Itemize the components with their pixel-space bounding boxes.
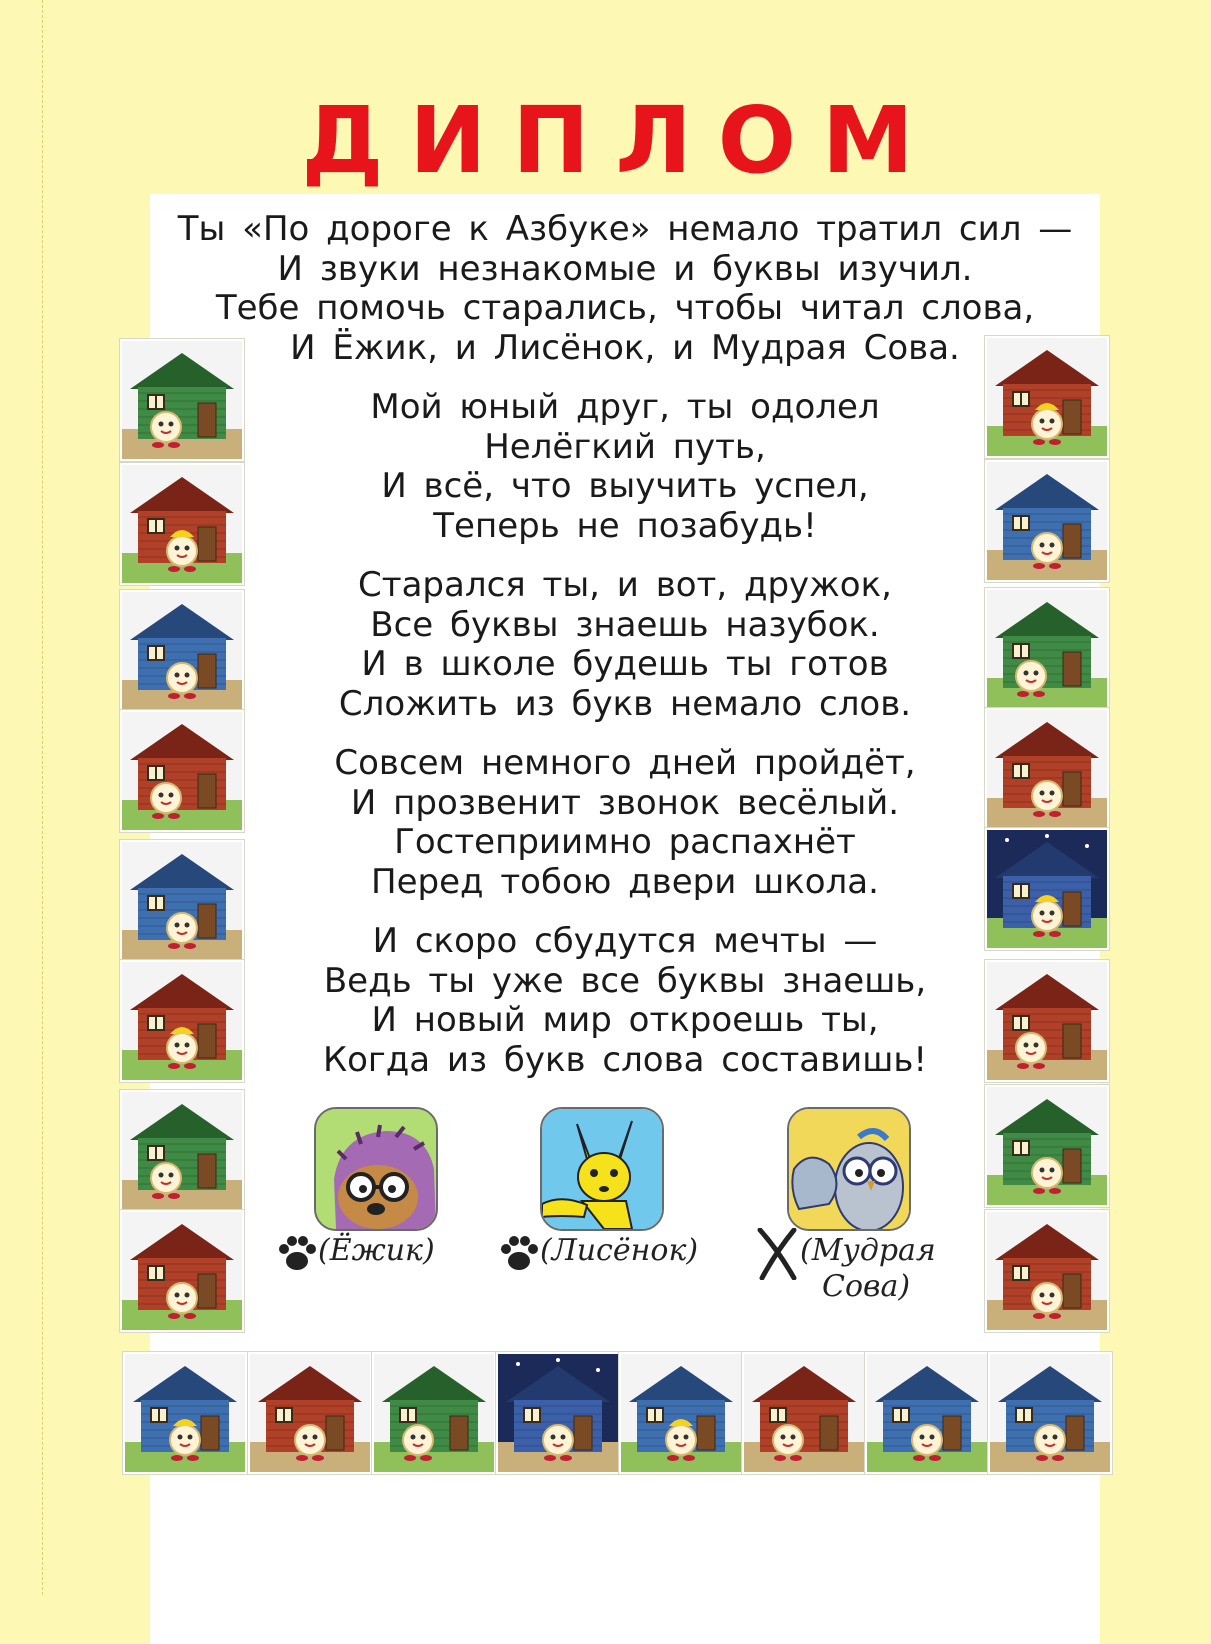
poem-line: Все буквы знаешь назубок. [370, 604, 880, 645]
house-tile-right [985, 1085, 1109, 1207]
house-tile-bottom [619, 1352, 743, 1474]
house-tile-icon [498, 1354, 618, 1472]
poem-line: И новый мир откроешь ты, [371, 1000, 879, 1040]
house-tile-icon [990, 1354, 1110, 1472]
poem-line: Когда из букв слова составишь! [322, 1039, 928, 1080]
poem-line: Перед тобою двери школа. [371, 861, 879, 902]
poem-line: Мой юный друг, ты одолел [370, 387, 880, 427]
house-tile-bottom [865, 1352, 989, 1474]
house-tile-icon [122, 712, 242, 830]
poem-line: Ты «По дороге к Азбуке» немало тратил сил — [177, 209, 1073, 249]
poem-line: И в школе будешь ты готов [361, 644, 889, 684]
house-tile-icon [987, 830, 1107, 948]
house-tile-left [120, 960, 244, 1082]
house-tile-right [985, 1210, 1109, 1332]
stanza-2 [165, 388, 1085, 546]
house-tile-icon [987, 590, 1107, 708]
poem-line: Гостеприимно распахнёт [394, 822, 856, 862]
owl-icon [787, 1107, 911, 1231]
poem-line: И звуки незнакомые и буквы изучил. [277, 248, 973, 289]
paw-print-icon [500, 1233, 538, 1273]
house-tile-right [985, 828, 1109, 950]
house-tile-right [985, 336, 1109, 458]
house-tile-bottom [496, 1352, 620, 1474]
house-tile-icon [374, 1354, 494, 1472]
poem-line: И скоро сбудутся мечты — [372, 921, 878, 961]
house-tile-icon [867, 1354, 987, 1472]
house-tile-right [985, 708, 1109, 830]
poem-line: И прозвенит звонок весёлый. [350, 782, 900, 823]
poem-line: Нелёгкий путь, [484, 426, 766, 467]
house-tile-icon [987, 1212, 1107, 1330]
poem-line: Совсем немного дней пройдёт, [334, 743, 916, 783]
poem-line: Старался ты, и вот, дружок, [358, 565, 892, 605]
house-tile-left [120, 710, 244, 832]
house-tile-bottom [123, 1352, 247, 1474]
house-tile-icon [122, 465, 242, 583]
house-tile-icon [987, 1087, 1107, 1205]
house-tile-left [120, 1090, 244, 1212]
signature-owl [800, 1233, 936, 1305]
house-tile-icon [250, 1354, 370, 1472]
poem-line: И всё, что выучить успел, [381, 466, 869, 506]
signature-owl-line-2: Сова) [822, 1269, 911, 1304]
house-tile-icon [987, 710, 1107, 828]
house-tile-bottom [742, 1352, 866, 1474]
house-tile-icon [744, 1354, 864, 1472]
house-tile-left [120, 1210, 244, 1332]
poem-line: Сложить из букв немало слов. [338, 683, 912, 724]
house-tile-icon [987, 462, 1107, 580]
house-tile-left [120, 840, 244, 962]
poem-line: Ведь ты уже все буквы знаешь, [323, 960, 927, 1001]
poem-line: Тебе помочь старались, чтобы читал слова, [215, 288, 1035, 328]
house-tile-right [985, 588, 1109, 710]
poem [165, 210, 1085, 1100]
feather-mark-icon [756, 1228, 798, 1280]
poem-line: И Ёжик, и Лисёнок, и Мудрая Сова. [290, 327, 960, 368]
house-tile-icon [125, 1354, 245, 1472]
house-tile-right [985, 960, 1109, 1082]
hedgehog-icon [314, 1107, 438, 1231]
stanza-3 [165, 566, 1085, 724]
page-margin-line [42, 0, 43, 1595]
house-tile-bottom [372, 1352, 496, 1474]
stanza-5 [165, 922, 1085, 1080]
house-tile-bottom [988, 1352, 1112, 1474]
house-tile-icon [122, 1212, 242, 1330]
page-title: ДИПЛОМ [301, 87, 940, 194]
signature-owl-line-1: (Мудрая [800, 1233, 936, 1268]
house-tile-icon [122, 1092, 242, 1210]
paw-print-icon [278, 1233, 316, 1273]
house-tile-icon [122, 842, 242, 960]
poem-line: Теперь не позабудь! [433, 505, 817, 546]
stanza-1 [165, 210, 1085, 368]
fox-icon [540, 1107, 664, 1231]
house-tile-right [985, 460, 1109, 582]
signature-hedgehog: (Ёжик) [318, 1233, 435, 1268]
house-tile-bottom [248, 1352, 372, 1474]
house-tile-icon [122, 592, 242, 710]
house-tile-icon [987, 338, 1107, 456]
house-tile-left [120, 590, 244, 712]
house-tile-icon [987, 962, 1107, 1080]
house-tile-left [120, 463, 244, 585]
signature-fox: (Лисёнок) [540, 1233, 699, 1268]
house-tile-icon [621, 1354, 741, 1472]
house-tile-icon [122, 341, 242, 459]
house-tile-icon [122, 962, 242, 1080]
house-tile-left [120, 339, 244, 461]
stanza-4 [165, 744, 1085, 902]
